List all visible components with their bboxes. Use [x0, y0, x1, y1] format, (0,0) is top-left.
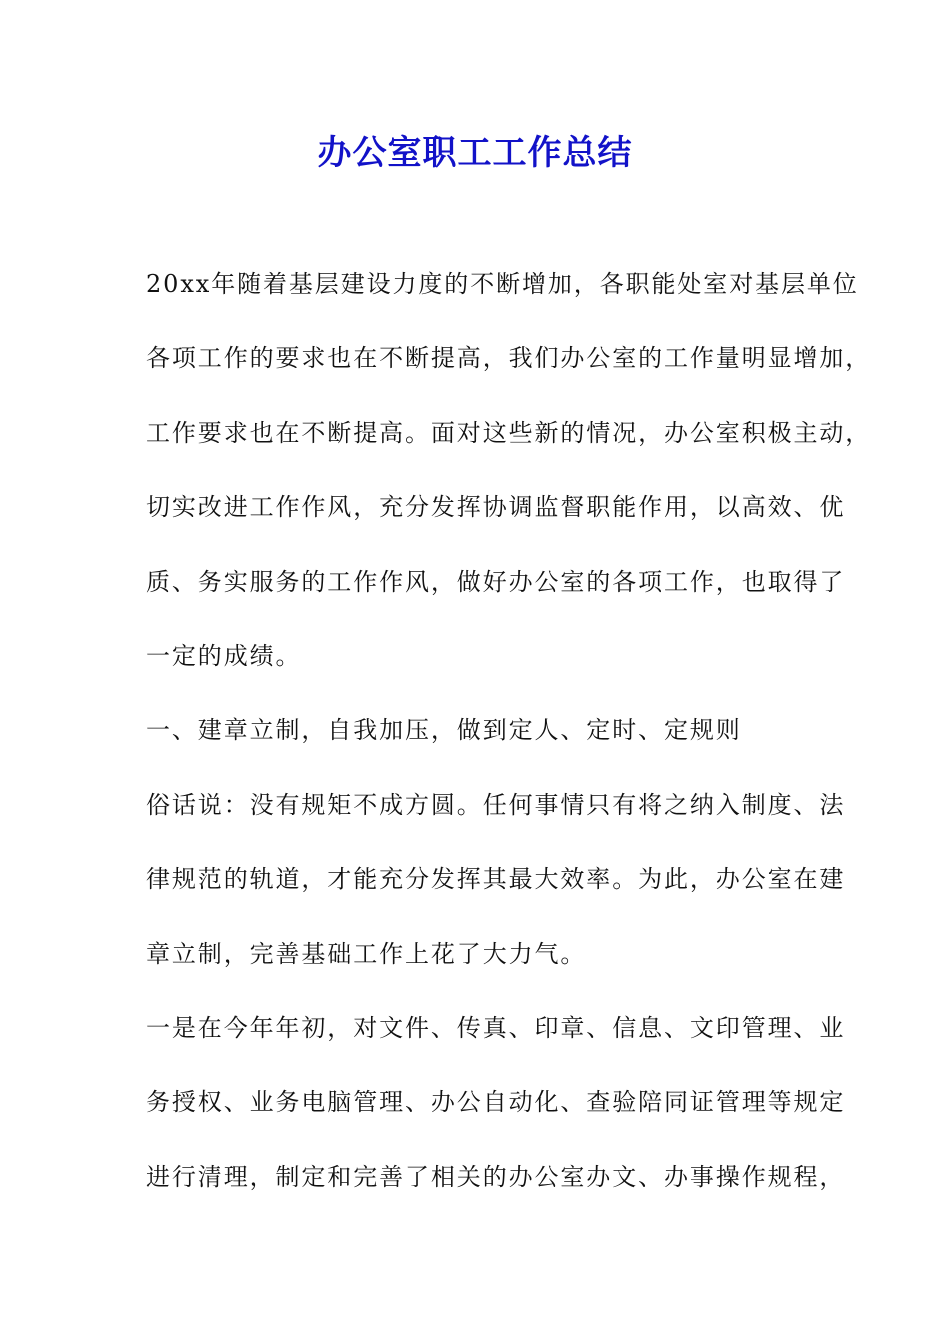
paragraph-line: 章立制，完善基础工作上花了大力气。 [146, 939, 587, 968]
paragraph-line: 各项工作的要求也在不断提高，我们办公室的工作量明显增加， [146, 344, 872, 373]
paragraph-line: 律规范的轨道，才能充分发挥其最大效率。为此，办公室在建 [146, 865, 846, 894]
paragraph-line: 20xx年随着基层建设力度的不断增加，各职能处室对基层单位 [146, 270, 859, 298]
paragraph-line: 一是在今年年初，对文件、传真、印章、信息、文印管理、业 [146, 1013, 846, 1042]
paragraph-line: 俗话说：没有规矩不成方圆。任何事情只有将之纳入制度、法 [146, 790, 846, 819]
document-body [146, 260, 872, 1227]
document-title: 办公室职工工作总结 [317, 133, 633, 173]
paragraph-line: 进行清理，制定和完善了相关的办公室办文、办事操作规程， [146, 1162, 846, 1191]
paragraph-line: 务授权、业务电脑管理、办公自动化、查验陪同证管理等规定 [146, 1088, 846, 1117]
paragraph-line: 工作要求也在不断提高。面对这些新的情况，办公室积极主动， [146, 418, 872, 447]
paragraph-line: 一定的成绩。 [146, 641, 302, 670]
paragraph-line: 质、务实服务的工作作风，做好办公室的各项工作，也取得了 [146, 567, 846, 596]
paragraph-line: 切实改进工作作风，充分发挥协调监督职能作用，以高效、优 [146, 493, 846, 522]
section-heading: 一、建章立制，自我加压，做到定人、定时、定规则 [146, 716, 742, 745]
